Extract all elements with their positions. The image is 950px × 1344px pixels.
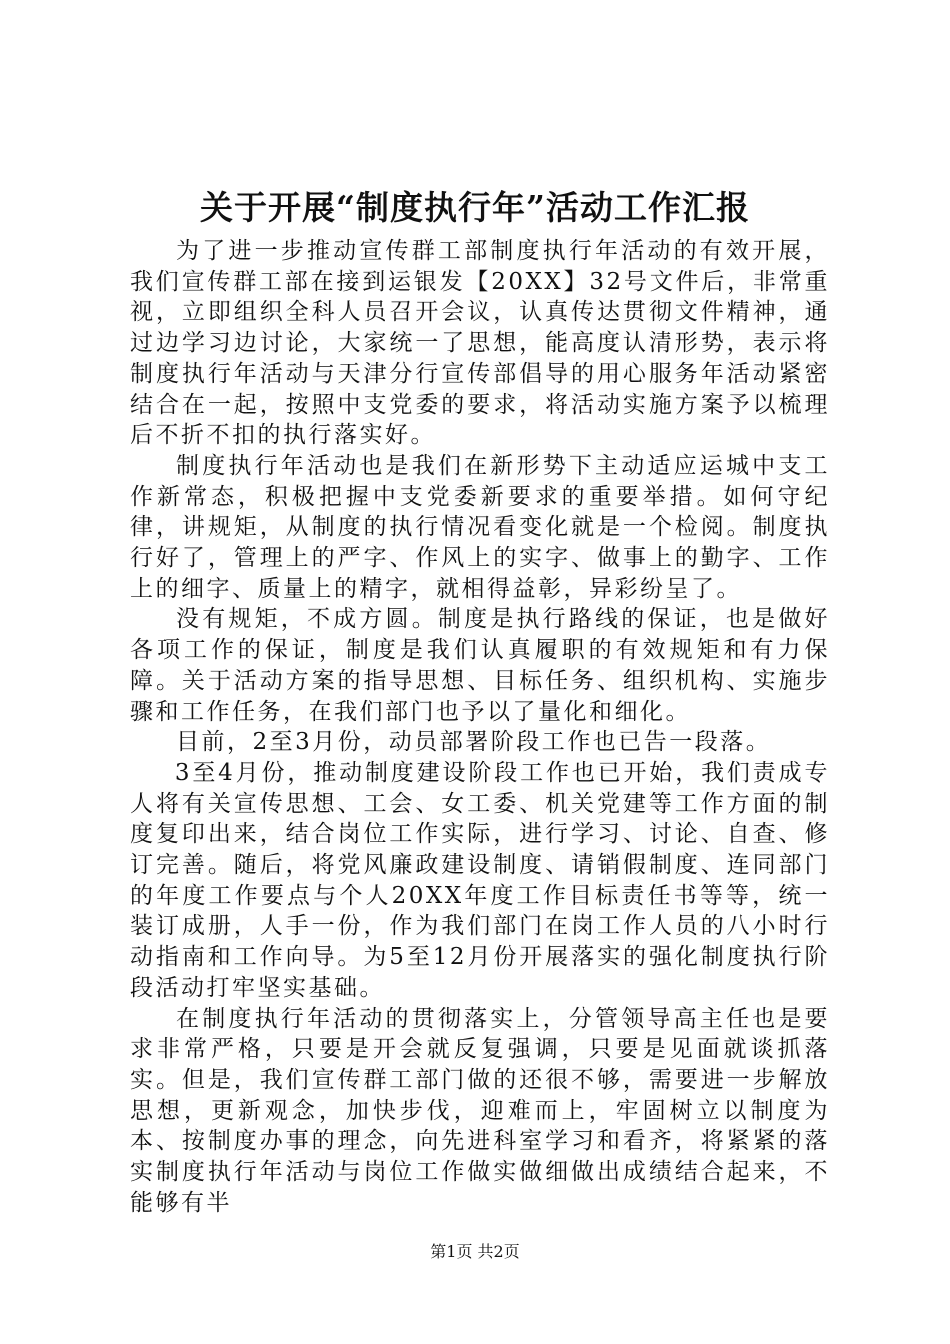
document-title: 关于开展“制度执行年”活动工作汇报 bbox=[200, 188, 750, 227]
page-footer: 第1页 共2页 bbox=[430, 1242, 520, 1261]
paragraph-5: 3至4月份，推动制度建设阶段工作也已开始，我们责成专人将有关宣传思想、工会、女工委、机关党建等工作方面的制度复印出来，结合岗位工作实际，进行学习、讨论、自查、修订完善。随后，将党风廉政建设制度、请销假制度、连同部门的年度工作要点与个人20XX年度工作目标责任书等等，统一装订成册，人手一份，作为我们部门在岗工作人员的八小时行动指南和工作向导。为5至12月份开展落实的强化制度执行阶段活动打牢坚实基础。 bbox=[130, 759, 830, 1001]
paragraph-4: 目前，2至3月份，动员部署阶段工作也已告一段落。 bbox=[176, 729, 772, 756]
document-body bbox=[130, 236, 830, 1219]
paragraph-2: 制度执行年活动也是我们在新形势下主动适应运城中支工作新常态，积极把握中支党委新要求的重要举措。如何守纪律，讲规矩，从制度的执行情况看变化就是一个检阅。制度执行好了，管理上的严字、作风上的实字、做事上的勤字、工作上的细字、质量上的精字，就相得益彰，异彩纷呈了。 bbox=[130, 452, 830, 602]
paragraph-3: 没有规矩，不成方圆。制度是执行路线的保证，也是做好各项工作的保证，制度是我们认真履职的有效规矩和有力保障。关于活动方案的指导思想、目标任务、组织机构、实施步骤和工作任务，在我们部门也予以了量化和细化。 bbox=[130, 606, 830, 725]
paragraph-1: 为了进一步推动宣传群工部制度执行年活动的有效开展，我们宣传群工部在接到运银发【20XX】32号文件后，非常重视，立即组织全科人员召开会议，认真传达贯彻文件精神，通过边学习边讨论，大家统一了思想，能高度认清形势，表示将制度执行年活动与天津分行宣传部倡导的用心服务年活动紧密结合在一起，按照中支党委的要求，将活动实施方案予以梳理后不折不扣的执行落实好。 bbox=[130, 238, 830, 449]
paragraph-6: 在制度执行年活动的贯彻落实上，分管领导高主任也是要求非常严格，只要是开会就反复强调，只要是见面就谈抓落实。但是，我们宣传群工部门做的还很不够，需要进一步解放思想，更新观念，加快步伐，迎难而上，牢固树立以制度为本、按制度办事的理念，向先进科室学习和看齐，将紧紧的落实制度执行年活动与岗位工作做实做细做出成绩结合起来，不能够有半 bbox=[130, 1005, 830, 1216]
